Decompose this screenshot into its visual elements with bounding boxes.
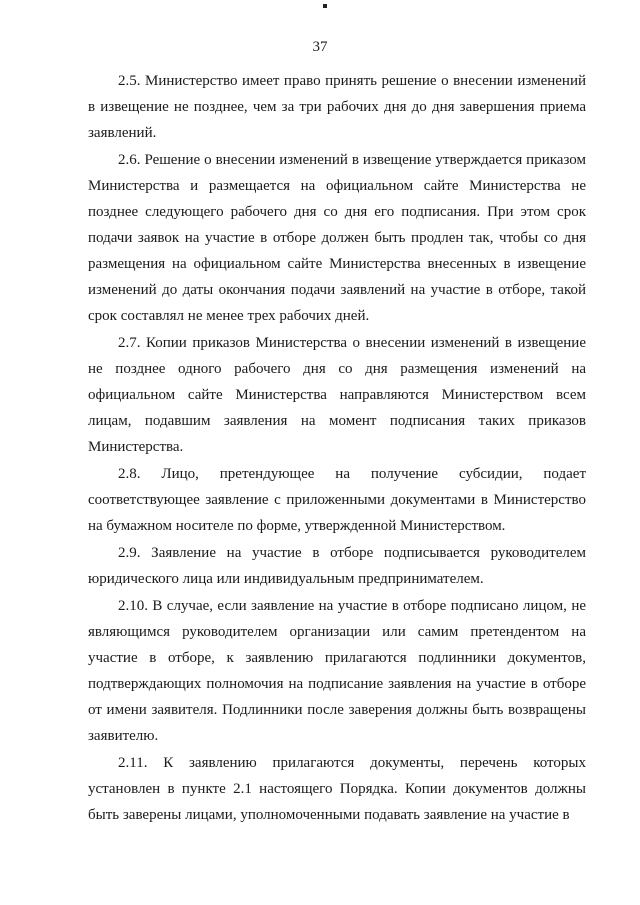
document-body	[88, 68, 586, 829]
paragraph-2-8: 2.8. Лицо, претендующее на получение субсидии, подает соответствующее заявление с приложенными документами в Министерство на бумажном носителе по форме, утвержденной Министерством.	[88, 466, 586, 534]
scan-mark	[323, 4, 327, 8]
paragraph-2-7: 2.7. Копии приказов Министерства о внесении изменений в извещение не позднее одного рабочего дня со дня размещения изменений на официальном сайте Министерства направляются Министерством всем лицам, подавшим заявления на момент подписания таких приказов Министерства.	[88, 335, 586, 455]
paragraph-2-6: 2.6. Решение о внесении изменений в извещение утверждается приказом Министерства и размещается на официальном сайте Министерства не позднее следующего рабочего дня со дня его подписания. При этом срок подачи заявок на участие в отборе должен быть продлен так, чтобы со дня размещения на официальном сайте Министерства внесенных в извещение изменений до даты окончания подачи заявлений на участие в отборе, такой срок составлял не менее трех рабочих дней.	[88, 152, 586, 324]
paragraph-2-9: 2.9. Заявление на участие в отборе подписывается руководителем юридического лица или индивидуальным предпринимателем.	[88, 545, 586, 587]
paragraph-2-11: 2.11. К заявлению прилагаются документы, перечень которых установлен в пункте 2.1 настоящего Порядка. Копии документов должны быть заверены лицами, уполномоченными подавать заявление на участие в	[88, 755, 586, 823]
paragraph-2-10: 2.10. В случае, если заявление на участие в отборе подписано лицом, не являющимся руководителем организации или самим претендентом на участие в отборе, к заявлению прилагаются подлинники документов, подтверждающих полномочия на подписание заявления на участие в отборе от имени заявителя. Подлинники после заверения должны быть возвращены заявителю.	[88, 598, 586, 744]
page-number: 37	[312, 39, 328, 55]
paragraph-2-5: 2.5. Министерство имеет право принять решение о внесении изменений в извещение не позднее, чем за три рабочих дня до дня завершения приема заявлений.	[88, 73, 586, 141]
